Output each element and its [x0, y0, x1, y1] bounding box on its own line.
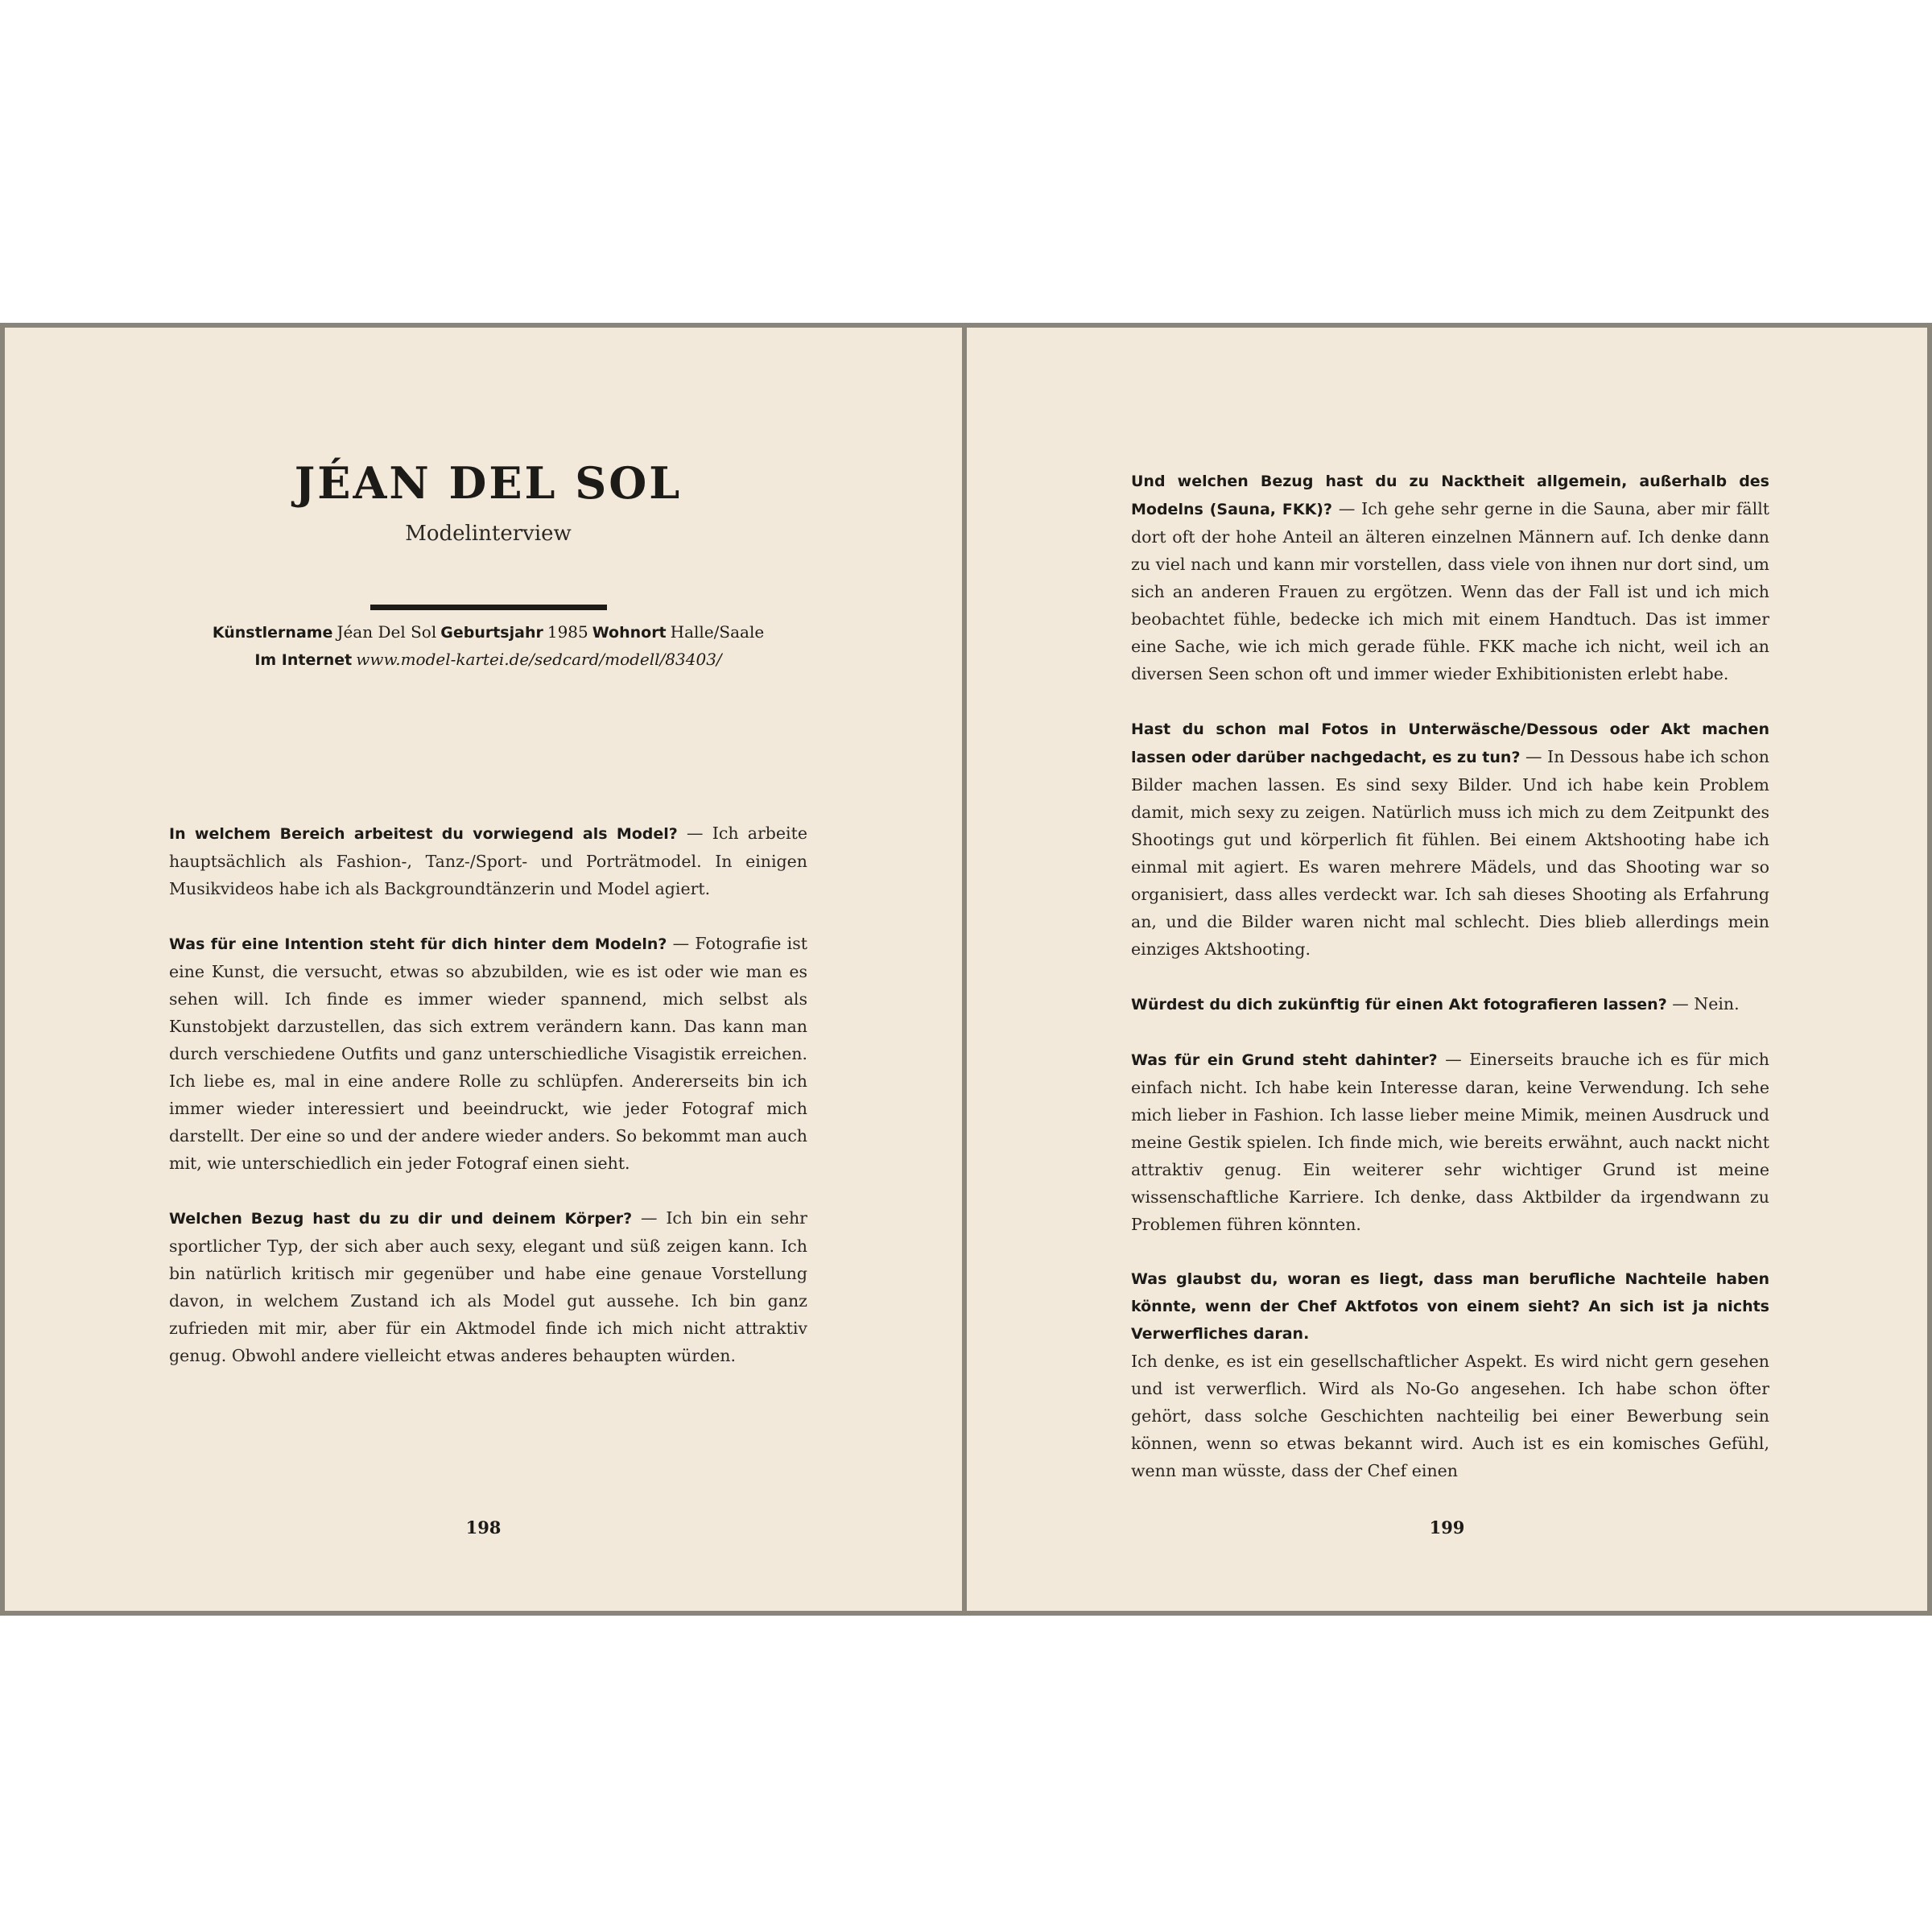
question: Hast du schon mal Fotos in Unterwäsche/Dessous oder Akt machen lassen oder darüber nachgedacht, es zu tun? [1131, 720, 1769, 766]
page-subtitle: Modelinterview [405, 522, 572, 546]
internet-label: Im Internet [254, 651, 353, 669]
residence-value: Halle/Saale [670, 622, 765, 642]
dash: — [1525, 747, 1542, 766]
answer: Ich denke, es ist ein gesellschaftlicher Aspekt. Es wird nicht gern gesehen und ist verwerflich. Wird als No-Go angesehen. Ich habe schon öfter gehört, dass solche Geschichten nachteilig bei einer Bewerbung sein können, wenn so etwas bekannt wird. Auch ist es ein komisches Gefühl, wenn man wüsste, dass der Chef einen [1131, 1352, 1769, 1480]
answer: Ich gehe sehr gerne in die Sauna, aber mir fällt dort oft der hohe Anteil an älteren einzelnen Männern auf. Ich denke dann zu viel nach und kann mir vorstellen, dass viele von ihnen nur dort sind, um sich an anderen Frauen zu ergötzen. Wenn das der Fall ist und ich mich beobachtet fühle, bedecke ich mich mit einem Handtuch. Das ist immer eine Sache, wie ich mich gerade fühle. FKK mache ich nicht, weil ich an diversen Seen schon oft und immer wieder Exhibitionisten erlebt habe. [1131, 499, 1769, 683]
answer: Einerseits brauche ich es für mich einfach nicht. Ich habe kein Interesse daran, keine Verwendung. Ich sehe mich lieber in Fashion. Ich lasse lieber meine Mimik, meinen Ausdruck und meine Gestik spielen. Ich finde mich, wie bereits erwähnt, auch nackt nicht attraktiv genug. Ein weiterer sehr wichtiger Grund ist meine wissenschaftliche Karriere. Ich denke, dass Aktbilder da irgendwann zu Problemen führen könnten. [1131, 1050, 1769, 1234]
dash: — [1672, 994, 1689, 1013]
question: Welchen Bezug hast du zu dir und deinem Körper? [169, 1210, 633, 1228]
profile-line-1 [5, 622, 972, 642]
qa-paragraph [1131, 715, 1769, 963]
dash: — [1445, 1050, 1462, 1069]
title-divider [370, 605, 607, 610]
page-title: JÉAN DEL SOL [294, 457, 683, 509]
page-number-left: 198 [465, 1517, 502, 1538]
left-interview-column [169, 819, 807, 1397]
qa-paragraph [1131, 1265, 1769, 1484]
dash: — [672, 934, 690, 953]
dash: — [687, 824, 704, 843]
stage-name-label: Künstlername [212, 624, 333, 642]
answer: Fotografie ist eine Kunst, die versucht, etwas so abzubilden, wie es ist oder wie man es sehen will. Ich finde es immer wieder spannend, mich selbst als Kunstobjekt darzustellen, das sich extrem verändern kann. Das kann man durch verschiedene Outfits und ganz unterschiedliche Visagistik erreichen. Ich liebe es, mal in eine andere Rolle zu schlüpfen. Andererseits bin ich immer wieder interessiert und beeindruckt, wie jeder Fotograf mich darstellt. Der eine so und der andere wieder anders. So bekommt man auch mit, wie unterschiedlich ein jeder Fotograf einen sieht. [169, 934, 807, 1173]
right-interview-column [1131, 467, 1769, 1512]
question: Was für ein Grund steht dahinter? [1131, 1051, 1438, 1069]
question: In welchem Bereich arbeitest du vorwiegend als Model? [169, 825, 678, 843]
qa-paragraph [169, 1204, 807, 1369]
residence-label: Wohnort [592, 624, 667, 642]
answer: Ich arbeite hauptsächlich als Fashion-, Tanz-/Sport- und Porträtmodel. In einigen Musikvideos habe ich als Backgroundtänzerin und Model agiert. [169, 824, 807, 898]
left-page [0, 323, 967, 1616]
question: Was für eine Intention steht für dich hinter dem Modeln? [169, 935, 667, 953]
qa-paragraph [169, 819, 807, 902]
qa-paragraph [1131, 1046, 1769, 1238]
answer: Nein. [1694, 994, 1740, 1013]
birth-year-value: 1985 [547, 622, 588, 642]
qa-paragraph [1131, 990, 1769, 1018]
right-page [962, 323, 1932, 1616]
book-spread [0, 323, 1932, 1616]
dash: — [1338, 499, 1356, 518]
birth-year-label: Geburtsjahr [440, 624, 543, 642]
qa-paragraph [1131, 467, 1769, 687]
question: Und welchen Bezug hast du zu Nacktheit allgemein, außerhalb des Modelns (Sauna, FKK)? [1131, 473, 1769, 518]
qa-paragraph [169, 930, 807, 1177]
dash: — [641, 1208, 658, 1228]
page-number-right: 199 [1429, 1517, 1465, 1538]
question: Würdest du dich zukünftig für einen Akt fotografieren lassen? [1131, 996, 1667, 1013]
internet-link[interactable]: www.model-kartei.de/sedcard/modell/83403/ [356, 650, 722, 669]
answer: Ich bin ein sehr sportlicher Typ, der sich aber auch sexy, elegant und süß zeigen kann. Ich bin natürlich kritisch mir gegenüber und habe eine genaue Vorstellung davon, in welchem Zustand ich als Model gut aussehe. Ich bin ganz zufrieden mit mir, aber für ein Aktmodel finde ich mich nicht attraktiv genug. Obwohl andere vielleicht etwas anderes behaupten würden. [169, 1208, 807, 1365]
answer: In Dessous habe ich schon Bilder machen lassen. Es sind sexy Bilder. Und ich habe kein Problem damit, mich sexy zu zeigen. Natürlich muss ich mich zu dem Zeitpunkt des Shootings gut und körperlich fit fühlen. Bei einem Aktshooting habe ich einmal mit agiert. Es waren mehrere Mädels, und das Shooting war so organisiert, dass alles verdeckt war. Ich sah dieses Shooting als Erfahrung an, und die Bilder waren nicht mal schlecht. Dies blieb allerdings mein einziges Aktshooting. [1131, 747, 1769, 959]
stage-name-value: Jéan Del Sol [336, 622, 437, 642]
question: Was glaubst du, woran es liegt, dass man berufliche Nachteile haben könnte, wenn der Chef Aktfotos von einem sieht? An sich ist ja nichts Verwerfliches daran. [1131, 1270, 1769, 1343]
profile-line-2 [5, 650, 972, 670]
